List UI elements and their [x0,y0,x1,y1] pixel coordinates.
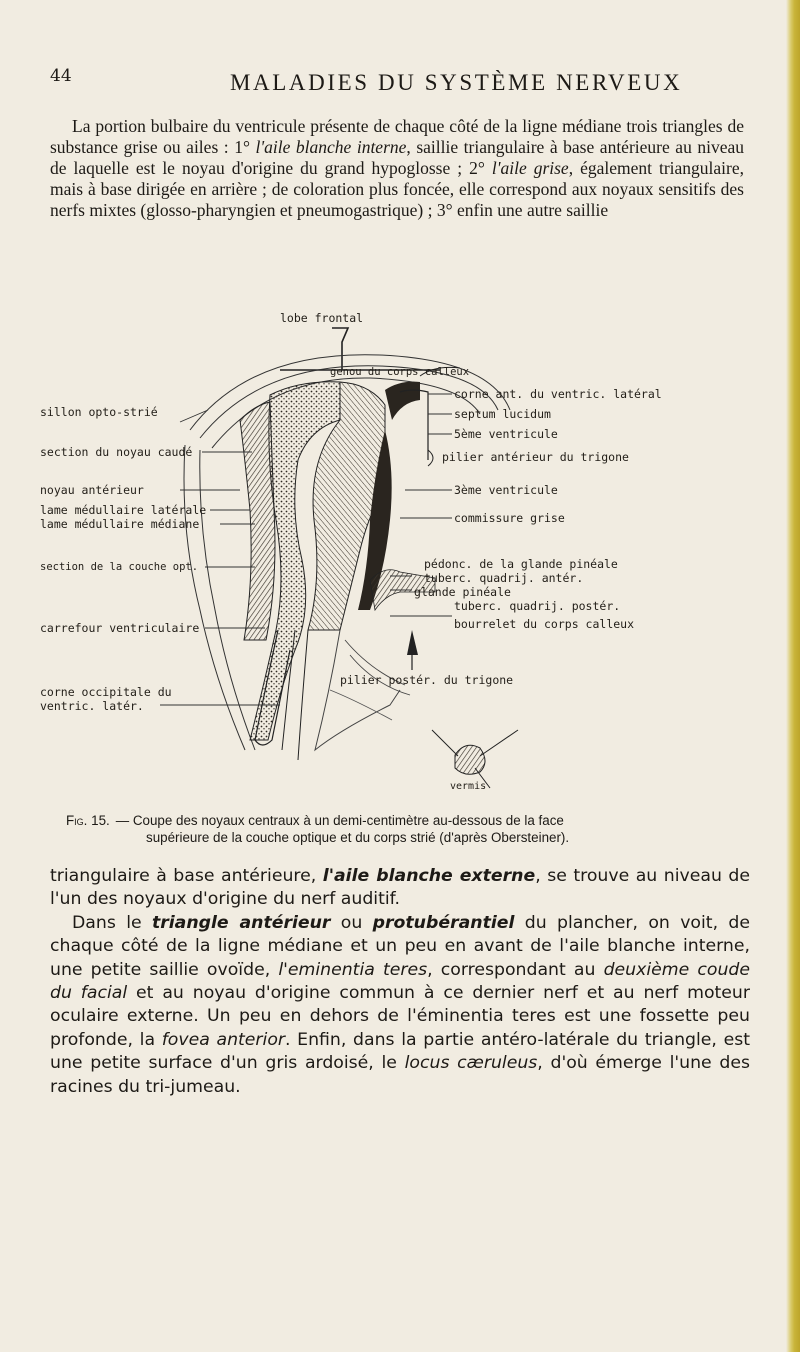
paragraph-text: , d'où émerge l'une des racines du tri-jumeau. [50,1053,750,1097]
label-lame-medullaire-laterale: lame médullaire latérale [40,503,207,517]
label-corne-ant-ventric: corne ant. du ventric. latéral [454,387,662,401]
label-vermis: vermis [450,781,487,792]
caption-line-2: supérieure de la couche optique et du corps strié (d'après Obersteiner). [146,830,570,845]
page-edge [786,0,800,1352]
label-section-couche-optique: section de la couche opt. [40,561,199,573]
paragraph-text: , correspondant au [427,959,604,980]
paragraph-top [50,116,744,221]
term-protuberantiel: protubérantiel [372,912,515,933]
page-number: 44 [50,66,72,86]
anatomical-figure [40,310,760,810]
term-fovea-anterior: fovea anterior [161,1029,286,1050]
lenticular-region [240,402,275,640]
term-triangle-anterieur: triangle antérieur [151,912,331,933]
term-eminentia-teres: l'eminentia teres [278,959,428,980]
label-carrefour-ventriculaire: carrefour ventriculaire [40,621,200,635]
page-header [50,66,750,102]
label-commissure-grise: commissure grise [454,511,565,525]
label-genou-corps-calleux: genou du corps calleux [330,366,470,378]
paragraph-text: La portion bulbaire du ventricule présente de chaque côté de la ligne médiane trois triangles de substance grise ou ailes : 1° [50,116,744,157]
term-locus-caeruleus: locus cæruleus [404,1053,538,1074]
paragraph-text: ou [330,912,373,933]
paragraph-text: et au noyau d'origine commun à ce dernier nerf et au nerf moteur oculaire externe. Un peu en dehors de l'éminentia teres est une fossette peu profonde, la [50,983,750,1050]
term-aile-blanche-interne: l'aile blanche interne [255,137,407,157]
label-bourrelet-corps-calleux: bourrelet du corps calleux [454,617,635,631]
term-deuxieme-coude-facial: deuxième coude du facial [50,959,750,1004]
running-title: MALADIES DU SYSTÈME NERVEUX [230,70,683,95]
paragraph-continuation [50,865,750,912]
label-corne-occipitale: corne occipitale du [40,685,172,699]
label-glande-pineale: glande pinéale [414,585,511,599]
label-sillon-opto-strie: sillon opto-strié [40,405,158,419]
paragraph-text: . Enfin, dans la partie antéro-latérale du triangle, est une petite surface d'un gris ardoisé, le [50,1029,750,1074]
term-aile-grise: l'aile grise [491,158,569,178]
label-troisieme-ventricule: 3ème ventricule [454,483,558,497]
caption-line-1: — Coupe des noyaux centraux à un demi-centimètre au-dessous de la face [115,813,564,828]
label-pilier-anterieur-trigone: pilier antérieur du trigone [442,450,629,464]
paragraph-triangle-anterieur [50,912,750,1099]
body-text-bottom [50,865,750,1099]
label-lobe-frontal: lobe frontal [280,311,364,325]
label-septum-lucidum: septum lucidum [454,407,551,421]
paragraph-text: , également triangulaire, mais à base dirigée en arrière ; de coloration plus foncée, elle correspond aux noyaux sensitifs des nerfs mixtes (glosso-pharyngien et pneumogastrique) ; 3° enfin une autre saillie [50,158,745,220]
paragraph-text: , saillie triangulaire à base antérieure au niveau de laquelle est le noyau d'origine du grand hypoglosse ; 2° [50,137,745,178]
label-section-noyau-caude: section du noyau caudé [40,445,193,459]
paragraph-text: triangulaire à base antérieure, [50,866,323,886]
label-cinquieme-ventricule: 5ème ventricule [454,427,558,441]
brain-section-illustration [40,310,760,810]
paragraph-text: , se trouve au niveau de l'un des noyaux d'origine du nerf auditif. [50,866,751,910]
figure-number: Fig. 15. [66,813,110,828]
label-noyau-anterieur: noyau antérieur [40,483,144,497]
label-tuberc-quadrij-anter: tuberc. quadrij. antér. [424,571,584,585]
paragraph-text: du plancher, on voit, de chaque côté de la ligne médiane et un peu en avant de l'aile blanche interne, une petite saillie ovoïde, [50,912,751,980]
term-aile-blanche-externe: l'aile blanche externe [322,866,536,886]
label-pilier-poster-trigone: pilier postér. du trigone [340,673,514,687]
vermis-blob [455,745,485,774]
label-lame-medullaire-mediane: lame médullaire médiane [40,517,200,531]
lobe-frontal-pointer [332,328,348,370]
label-pedonc-glande-pineale: pédonc. de la glande pinéale [424,557,618,571]
label-ventric-lateral: ventric. latér. [40,699,144,713]
paragraph-text: Dans le [72,912,152,933]
figure-caption [66,812,756,846]
label-tuberc-quadrij-poster: tuberc. quadrij. postér. [454,599,621,613]
